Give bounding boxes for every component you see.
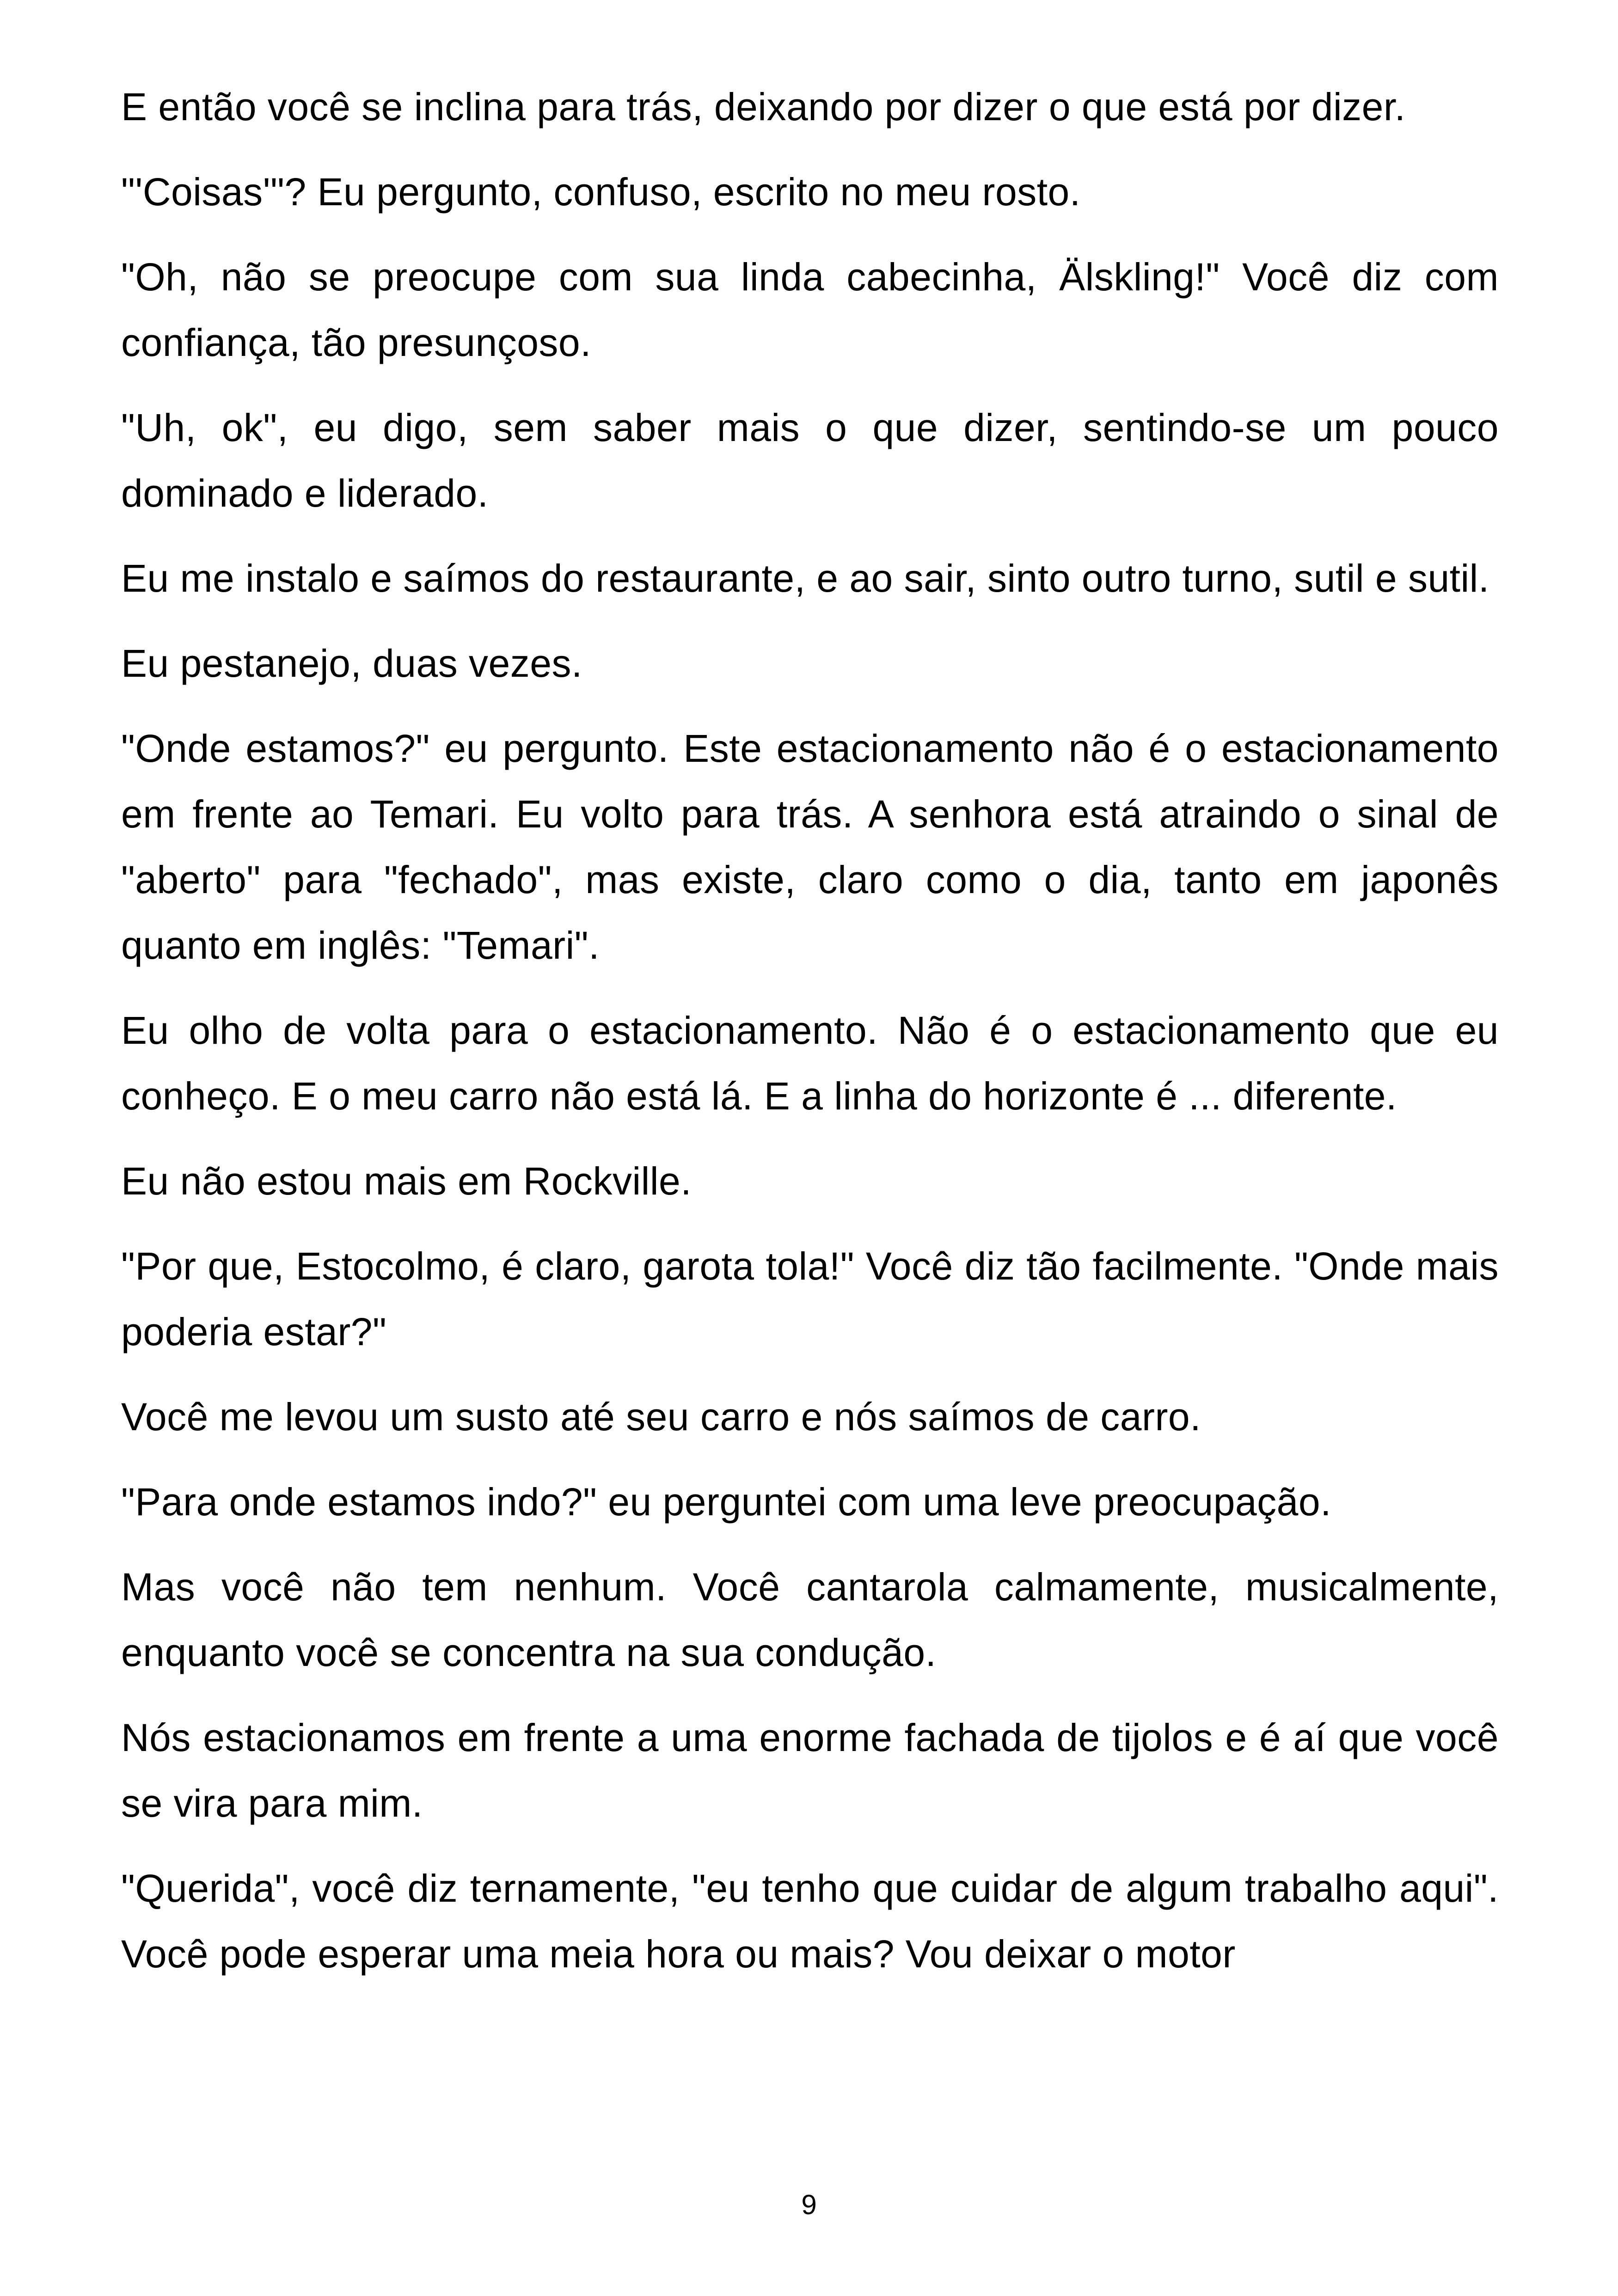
paragraph: "'Coisas'"? Eu pergunto, confuso, escrito no meu rosto. (121, 170, 1081, 214)
paragraph: "Onde estamos?" eu pergunto. Este estacionamento não é o estacionamento em frente ao Temari. Eu volto para trás. A senhora está atraindo o sinal de "aberto" para "fechado", mas existe, claro como o dia, tanto em japonês quanto em inglês: "Temari". (121, 727, 1499, 967)
paragraph: "Querida", você diz ternamente, "eu tenho que cuidar de algum trabalho aqui". Você pode esperar uma meia hora ou mais? Vou deixar o motor (121, 1867, 1499, 1976)
paragraph: "Oh, não se preocupe com sua linda cabecinha, Älskling!" Você diz com confiança, tão presunçoso. (121, 255, 1499, 364)
paragraph: Nós estacionamos em frente a uma enorme fachada de tijolos e é aí que você se vira para mim. (121, 1716, 1499, 1825)
body-text (121, 74, 1499, 2006)
paragraph: Mas você não tem nenhum. Você cantarola calmamente, musicalmente, enquanto você se concentra na sua condução. (121, 1565, 1499, 1674)
paragraph: E então você se inclina para trás, deixando por dizer o que está por dizer. (121, 85, 1406, 129)
page-number: 9 (801, 2189, 817, 2220)
paragraph: Eu não estou mais em Rockville. (121, 1159, 692, 1203)
paragraph: Você me levou um susto até seu carro e nós saímos de carro. (121, 1395, 1201, 1439)
paragraph: "Por que, Estocolmo, é claro, garota tola!" Você diz tão facilmente. "Onde mais poderia estar?" (121, 1244, 1499, 1353)
paragraph: "Para onde estamos indo?" eu perguntei com uma leve preocupação. (121, 1480, 1331, 1524)
paragraph: Eu pestanejo, duas vezes. (121, 642, 582, 685)
paragraph: Eu me instalo e saímos do restaurante, e ao sair, sinto outro turno, sutil e sutil. (121, 557, 1489, 600)
paragraph: Eu olho de volta para o estacionamento. Não é o estacionamento que eu conheço. E o meu carro não está lá. E a linha do horizonte é ... diferente. (121, 1009, 1499, 1118)
paragraph: "Uh, ok", eu digo, sem saber mais o que dizer, sentindo-se um pouco dominado e liderado. (121, 406, 1499, 515)
